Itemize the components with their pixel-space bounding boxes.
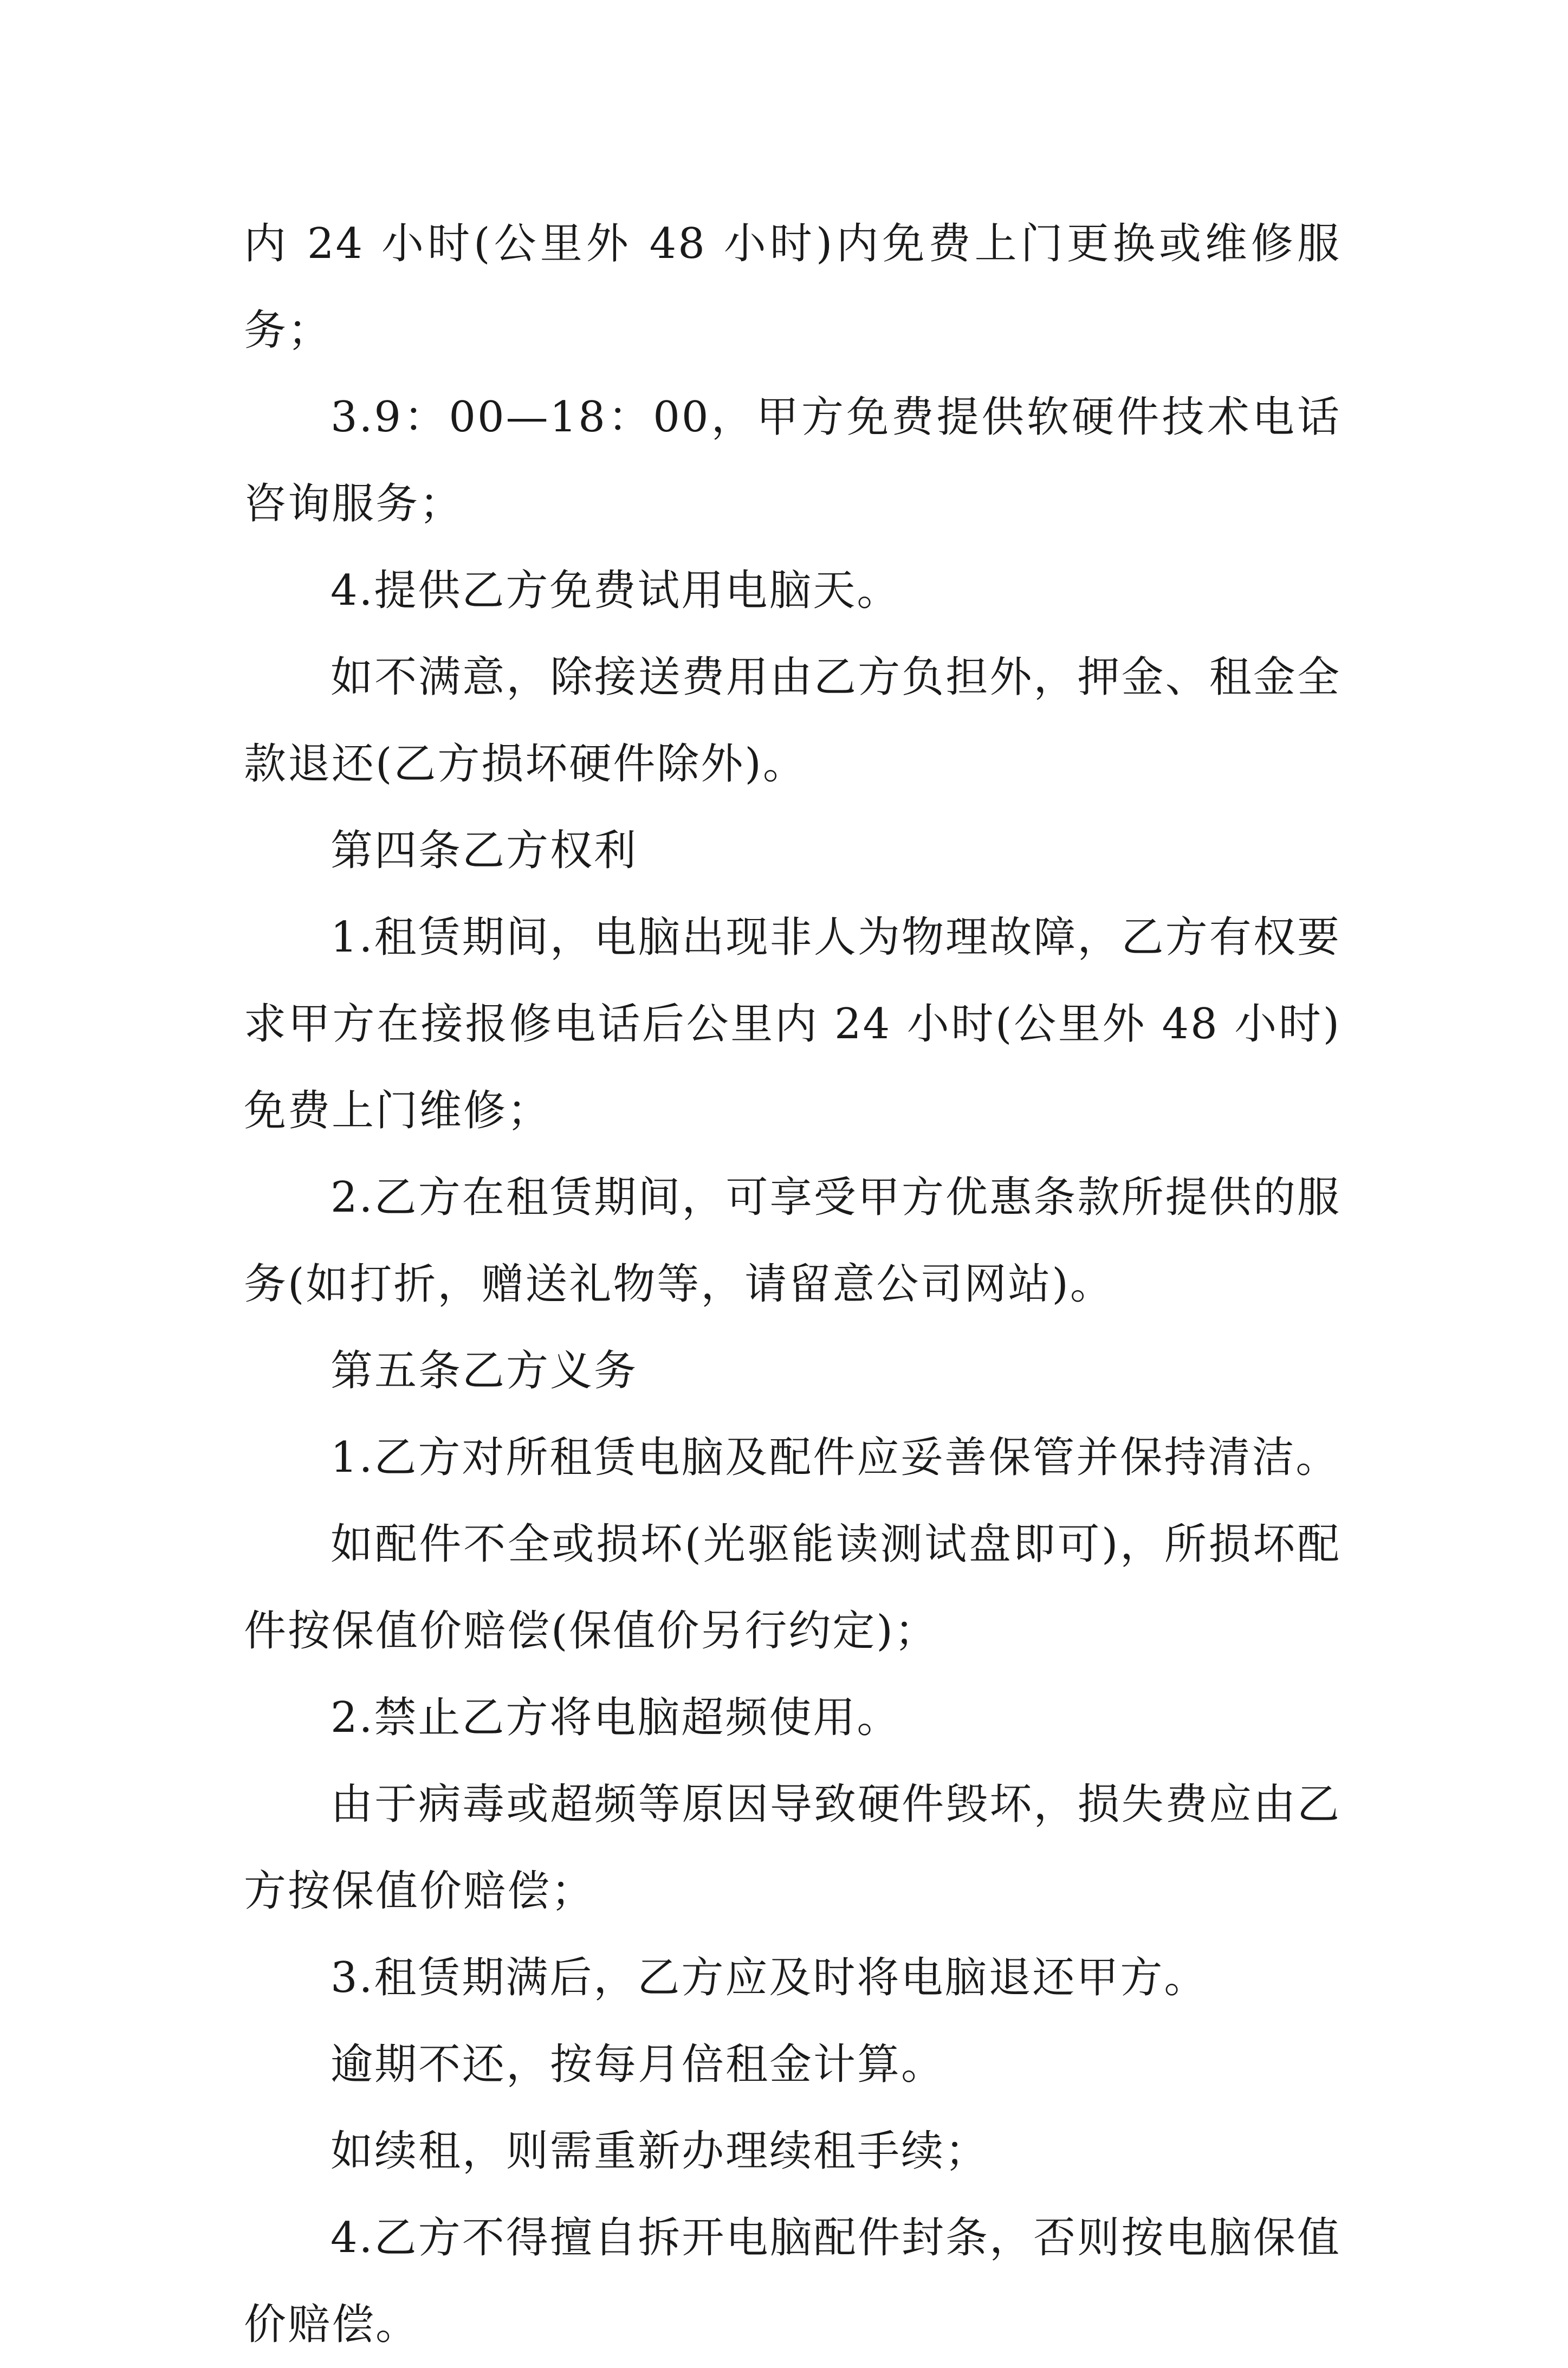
paragraph: 内 24 小时(公里外 48 小时)内免费上门更换或维修服务； xyxy=(244,219,1341,355)
document-body xyxy=(244,200,1341,2368)
paragraph: 4.提供乙方免费试用电脑天。 xyxy=(331,566,901,615)
paragraph: 如不满意，除接送费用由乙方负担外，押金、租金全款退还(乙方损坏硬件除外)。 xyxy=(244,653,1341,788)
paragraph: 3.9：00—18：00，甲方免费提供软硬件技术电话咨询服务； xyxy=(244,393,1341,528)
paragraph: 3.租赁期满后，乙方应及时将电脑退还甲方。 xyxy=(331,1953,1208,2002)
section-heading: 第五条乙方义务 xyxy=(331,1347,638,1395)
paragraph: 如续租，则需重新办理续租手续； xyxy=(331,2127,989,2176)
paragraph: 4.乙方不得擅自拆开电脑配件封条，否则按电脑保值价赔偿。 xyxy=(244,2214,1341,2349)
paragraph: 逾期不还，按每月倍租金计算。 xyxy=(331,2040,945,2089)
paragraph: 2.乙方在租赁期间，可享受甲方优惠条款所提供的服务(如打折，赠送礼物等，请留意公司网站)。 xyxy=(244,1173,1341,1309)
paragraph: 1.乙方对所租赁电脑及配件应妥善保管并保持清洁。 xyxy=(331,1433,1340,1482)
paragraph: 1.租赁期间，电脑出现非人为物理故障，乙方有权要求甲方在接报修电话后公里内 24 小时(公里外 48 小时)免费上门维修； xyxy=(244,913,1341,1135)
section-heading: 第四条乙方权利 xyxy=(331,826,638,875)
paragraph: 由于病毒或超频等原因导致硬件毁坏，损失费应由乙方按保值价赔偿； xyxy=(244,1780,1341,1916)
paragraph: 2.禁止乙方将电脑超频使用。 xyxy=(331,1693,901,1742)
paragraph: 如配件不全或损坏(光驱能读测试盘即可)，所损坏配件按保值价赔偿(保值价另行约定)； xyxy=(244,1520,1341,1655)
